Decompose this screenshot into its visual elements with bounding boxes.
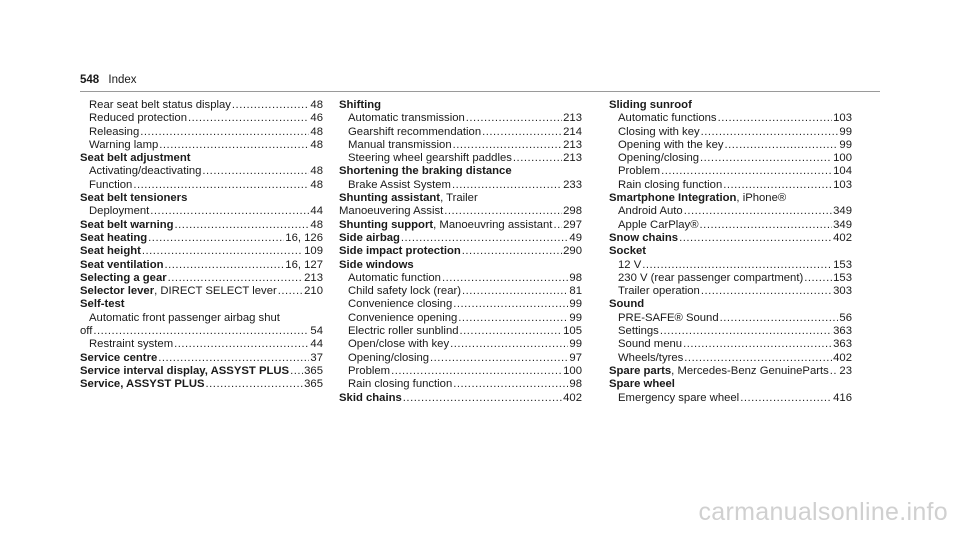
index-entry [339,259,582,272]
page-reference: 402 [563,391,582,404]
dot-leader [206,378,304,391]
index-subterm: Rain closing function [618,178,723,191]
index-term: Selector lever [80,285,155,298]
index-entry [609,325,852,338]
index-term: Socket [609,245,647,258]
page-reference: 48 [310,138,323,151]
dot-leader [168,272,303,285]
page-reference: 103 [833,112,852,125]
index-entry [80,259,323,272]
dot-leader [683,338,832,351]
index-entry [80,232,323,245]
page-reference: 99 [839,125,852,138]
dot-leader [482,126,562,139]
index-subterm: Electric roller sunblind [348,325,459,338]
page-reference: 213 [304,271,323,284]
index-subterm: Closing with key [618,125,700,138]
page-reference: 213 [563,112,582,125]
page-reference: 48 [310,99,323,111]
index-subterm: Gearshift recommendation [348,125,482,138]
index-term: Side impact protection [339,245,461,258]
index-entry [339,179,582,192]
dot-leader [642,259,832,272]
dot-leader [513,152,562,165]
page-reference: 48 [310,125,323,138]
index-term: Sound [609,298,645,311]
index-subterm: Apple CarPlay® [618,218,699,231]
index-term-qualifier: , Trailer [440,192,478,205]
dot-leader [725,139,839,152]
page-reference: 99 [569,298,582,311]
page-reference: 103 [833,178,852,191]
page-reference: 98 [569,271,582,284]
page-reference: 402 [833,231,852,244]
index-subterm: Child safety lock (rear) [348,285,462,298]
index-entry [609,338,852,351]
page-reference: 99 [839,138,852,151]
index-entry [339,312,582,325]
index-entry [80,378,323,391]
index-subterm: Automatic functions [618,112,717,125]
index-subterm: off [80,325,93,338]
index-subterm: Function [89,178,133,191]
index-entry [80,205,323,218]
index-entry [80,165,323,178]
index-subterm: Steering wheel gearshift paddles [348,152,512,165]
index-entry [609,312,852,325]
index-entry [339,126,582,139]
index-term: Service interval display, ASSYST PLUS [80,364,290,377]
page-number: 548 [80,74,100,86]
page-reference: 303 [833,285,852,298]
index-term: Service centre [80,351,158,364]
index-entry [339,232,582,245]
dot-leader [232,99,310,112]
index-subterm: 12 V [618,258,642,271]
page-reference: 56 [839,311,852,324]
index-subterm: Settings [618,325,659,338]
dot-leader [660,325,832,338]
index-term: Seat heating [80,231,148,244]
index-entry [80,272,323,285]
index-entry [339,219,582,232]
index-subterm: Problem [618,165,661,178]
index-entry [609,365,852,378]
index-entry [80,338,323,351]
dot-leader [140,126,309,139]
index-term-qualifier: , DIRECT SELECT lever [154,285,277,298]
index-subterm: PRE-SAFE® Sound [618,311,719,324]
index-subterm: Trailer operation [618,285,700,298]
dot-leader [684,205,832,218]
index-entry [609,126,852,139]
index-term: Shunting assistant [339,192,441,205]
index-entry [339,192,582,205]
index-entry [80,245,323,258]
index-entry [609,139,852,152]
dot-leader [462,285,568,298]
index-term-qualifier: , iPhone® [736,192,787,205]
index-term: Shunting support [339,218,434,231]
dot-leader [444,205,562,218]
index-entry [80,139,323,152]
index-term-qualifier: , Mercedes-Benz GenuineParts [671,364,829,377]
dot-leader [701,285,832,298]
index-subterm: Releasing [89,125,140,138]
index-term: Shortening the braking distance [339,165,512,178]
index-entry [609,298,852,311]
index-entry [339,285,582,298]
page-reference: 98 [569,378,582,391]
dot-leader [159,139,309,152]
page-header [80,74,137,86]
page-reference: 81 [569,285,582,298]
dot-leader [430,352,568,365]
index-entry [609,179,852,192]
dot-leader [718,112,833,125]
dot-leader [148,232,284,245]
index-entry [339,378,582,391]
page-reference: 16, 127 [285,258,323,271]
index-term: Side airbag [339,231,400,244]
dot-leader [453,378,568,391]
dot-leader [188,112,309,125]
index-term: Seat belt warning [80,218,174,231]
page-reference: 100 [563,364,582,377]
index-term: Skid chains [339,391,402,404]
index-subterm: Opening with the key [618,138,724,151]
page-reference: 349 [833,218,852,231]
page-reference: 109 [304,245,323,258]
dot-leader [700,152,832,165]
index-entry [609,272,852,285]
index-subterm: Android Auto [618,205,683,218]
index-subterm: Convenience closing [348,298,453,311]
page-reference: 23 [839,364,852,377]
dot-leader [720,312,839,325]
dot-leader [142,245,303,258]
index-entry [80,298,323,311]
index-entry [80,365,323,378]
page-reference: 54 [310,325,323,338]
index-subterm: Sound menu [618,338,683,351]
page-reference: 349 [833,205,852,218]
page-reference: 46 [310,112,323,125]
index-subterm: Rear seat belt status display [89,99,231,111]
index-entry [609,378,852,391]
index-term: Spare wheel [609,378,675,391]
index-subterm: Wheels/tyres [618,351,684,364]
page-reference: 210 [304,285,323,298]
dot-leader [723,179,832,192]
index-term: Shifting [339,99,382,111]
index-entry [609,259,852,272]
index-entry [80,352,323,365]
index-entry [339,165,582,178]
page-reference: 48 [310,165,323,178]
page-reference: 153 [833,271,852,284]
index-entry [80,192,323,205]
index-term: Seat belt tensioners [80,192,188,205]
page-reference: 365 [304,378,323,391]
dot-leader [701,126,839,139]
dot-leader [804,272,832,285]
index-term: Spare parts [609,364,672,377]
dot-leader [175,219,310,232]
index-entry [339,298,582,311]
index-subterm: Restraint system [89,338,174,351]
dot-leader [462,245,562,258]
index-subterm: 230 V (rear passenger compartment) [618,271,804,284]
section-title: Index [108,74,137,86]
index-subterm: Automatic function [348,271,441,284]
dot-leader [278,285,303,298]
dot-leader [403,392,562,405]
page-reference: 365 [304,364,323,377]
index-term-qualifier: , Manoeuvring assistant [433,218,553,231]
dot-leader [553,219,562,232]
index-entry [339,365,582,378]
index-entry [339,152,582,165]
page-reference: 298 [563,205,582,218]
index-entry [339,392,582,405]
dot-leader [453,139,563,152]
index-entry [80,285,323,298]
page-reference: 37 [310,351,323,364]
index-subterm: Automatic transmission [348,112,465,125]
dot-leader [830,365,839,378]
dot-leader [452,179,562,192]
page-reference: 16, 126 [285,231,323,244]
index-term: Smartphone Integration [609,192,737,205]
index-subterm: Manual transmission [348,138,452,151]
page-reference: 290 [563,245,582,258]
index-entry [339,99,582,112]
page-reference: 48 [310,178,323,191]
index-term: Selecting a gear [80,271,167,284]
dot-leader [290,365,303,378]
index-subterm: Emergency spare wheel [618,391,740,404]
index-entry [80,126,323,139]
page-reference: 402 [833,351,852,364]
index-entry [339,112,582,125]
index-entry [339,352,582,365]
index-term: Seat height [80,245,141,258]
page-reference: 97 [569,351,582,364]
index-subterm: Brake Assist System [348,178,451,191]
page-reference: 49 [569,231,582,244]
index-entry [609,245,852,258]
index-entry [80,325,323,338]
dot-leader [93,325,309,338]
page-reference: 44 [310,338,323,351]
dot-leader [740,392,832,405]
page-reference: 44 [310,205,323,218]
index-term: Snow chains [609,231,679,244]
page-reference: 105 [563,325,582,338]
index-subterm: Open/close with key [348,338,450,351]
dot-leader [700,219,833,232]
page-reference: 297 [563,218,582,231]
dot-leader [466,112,562,125]
index-entry [609,192,852,205]
dot-leader [165,259,285,272]
index-subterm: Activating/deactivating [89,165,202,178]
index-entry [80,312,323,325]
index-entry [609,285,852,298]
page-reference: 99 [569,338,582,351]
dot-leader [174,338,309,351]
index-entry [80,219,323,232]
index-entry [609,392,852,405]
index-entry [80,179,323,192]
dot-leader [453,298,568,311]
page-reference: 100 [833,152,852,165]
page-reference: 48 [310,218,323,231]
dot-leader [391,365,562,378]
page-reference: 233 [563,178,582,191]
index-subterm: Opening/closing [348,351,430,364]
index-entry [339,338,582,351]
dot-leader [158,352,309,365]
index-subterm: Deployment [89,205,150,218]
index-entry [339,205,582,218]
page-reference: 214 [563,125,582,138]
dot-leader [202,165,309,178]
index-term: Side windows [339,258,414,271]
page-reference: 363 [833,325,852,338]
index-entry [609,152,852,165]
dot-leader [458,312,568,325]
index-subterm: Convenience opening [348,311,458,324]
index-entry [609,205,852,218]
index-term: Seat belt adjustment [80,152,191,165]
index-column-2 [339,99,582,405]
header-divider [80,91,880,92]
index-column-1 [80,99,323,392]
index-subterm: Manoeuvering Assist [339,205,444,218]
index-entry [339,245,582,258]
page-reference: 153 [833,258,852,271]
index-entry [609,99,852,112]
dot-leader [150,205,309,218]
index-subterm: Opening/closing [618,152,700,165]
index-entry [609,112,852,125]
page-reference: 104 [833,165,852,178]
index-entry [609,219,852,232]
page-reference: 363 [833,338,852,351]
page-reference: 213 [563,152,582,165]
index-entry [80,99,323,112]
dot-leader [679,232,832,245]
dot-leader [684,352,832,365]
index-entry [339,272,582,285]
dot-leader [401,232,569,245]
index-subterm: Warning lamp [89,138,159,151]
dot-leader [661,165,832,178]
index-subterm: Rain closing function [348,378,453,391]
index-entry [609,352,852,365]
page-reference: 416 [833,391,852,404]
index-entry [80,152,323,165]
page-reference: 213 [563,138,582,151]
watermark-logo: carmanualsonline.info [698,498,948,526]
index-subterm: Reduced protection [89,112,187,125]
index-term: Seat ventilation [80,258,164,271]
index-entry [339,139,582,152]
index-term: Service, ASSYST PLUS [80,378,205,391]
dot-leader [450,338,568,351]
index-entry [80,112,323,125]
index-subterm: Automatic front passenger airbag shut [89,311,280,324]
index-entry [609,165,852,178]
index-subterm: Problem [348,364,391,377]
index-entry [609,232,852,245]
index-entry [339,325,582,338]
dot-leader [460,325,563,338]
index-term: Self-test [80,298,125,311]
dot-leader [442,272,568,285]
index-term: Sliding sunroof [609,99,692,111]
index-column-3 [609,99,852,405]
dot-leader [133,179,309,192]
page-reference: 99 [569,311,582,324]
